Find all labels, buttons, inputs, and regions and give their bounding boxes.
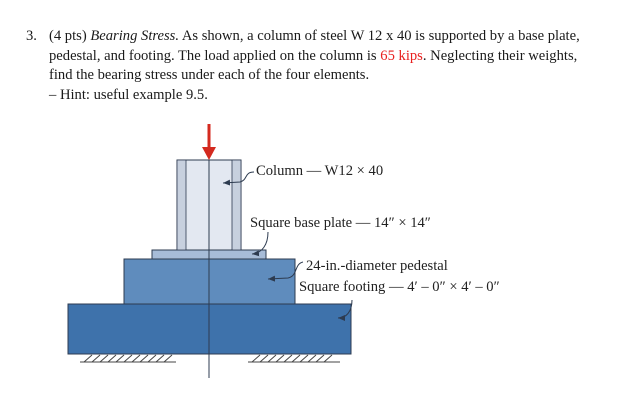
column-label: Column — W12 × 40 [256, 163, 384, 179]
footing-label: Square footing — 4′ – 0″ × 4′ – 0″ [299, 279, 500, 295]
column-flange-right [232, 160, 241, 250]
ground-hatch-right [248, 355, 340, 362]
column-flange-left [177, 160, 186, 250]
problem-text-before-load: As shown, a column of steel W 12 x 40 is supported by a base plate, pedestal, and footing. The load applied on the column is [49, 28, 580, 64]
hint-text: – Hint: useful example 9.5. [49, 86, 208, 103]
problem-number: 3. [26, 28, 37, 44]
pedestal-label: 24-in.-diameter pedestal [306, 258, 448, 274]
ground-hatch-left [80, 355, 176, 362]
problem-text-after-load: . Neglecting their weights, find the bearing stress under each of the four elements. [49, 47, 578, 83]
problem-points: (4 pts) [49, 28, 87, 44]
problem-title: Bearing Stress. [90, 28, 179, 44]
load-value: 65 kips [380, 47, 423, 64]
base-plate-label: Square base plate — 14″ × 14″ [250, 215, 431, 231]
load-arrow [202, 124, 216, 160]
